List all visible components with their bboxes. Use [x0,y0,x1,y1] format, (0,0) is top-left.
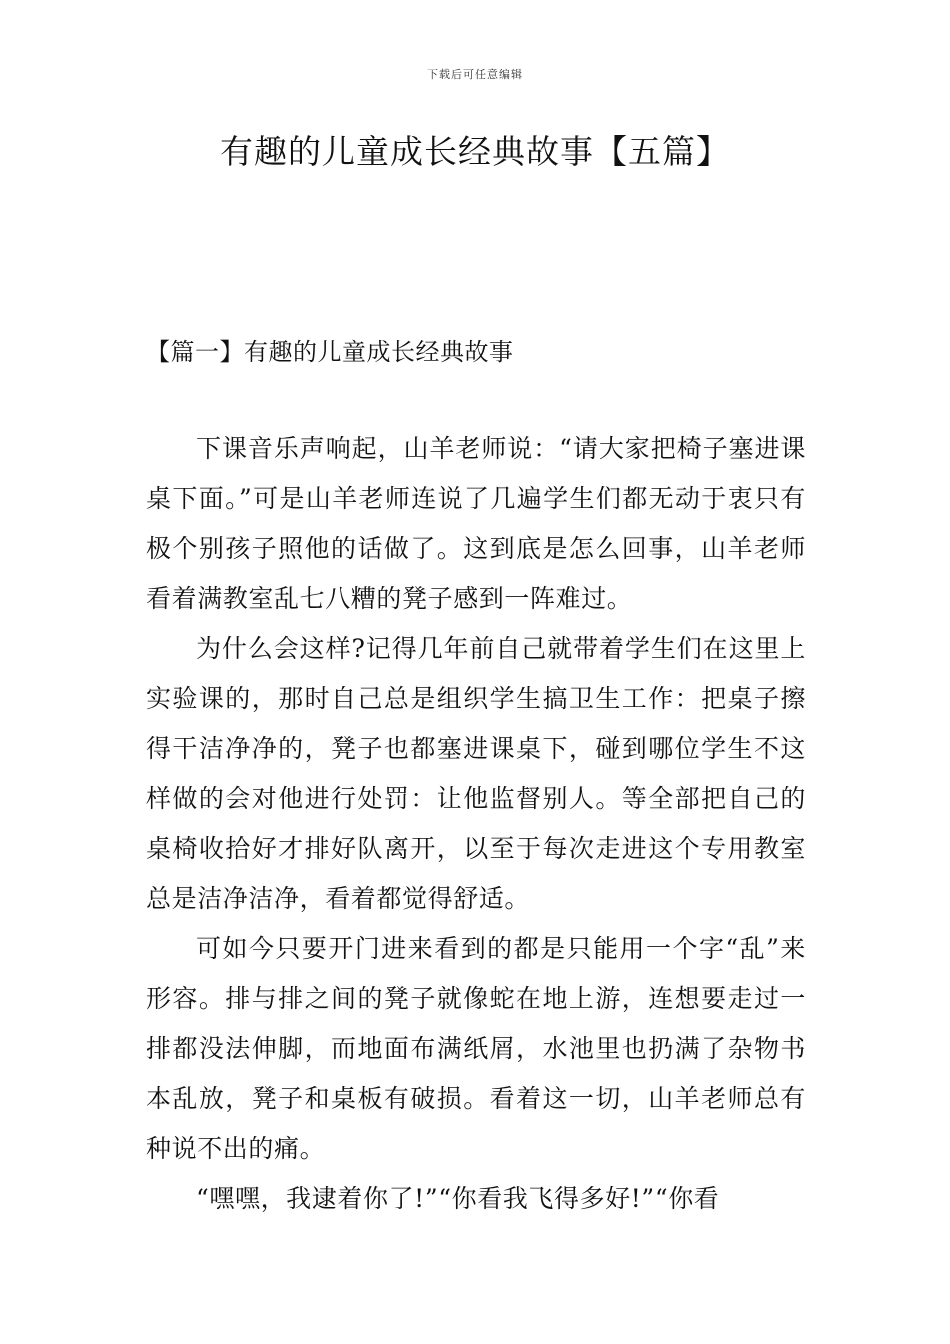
document-title: 有趣的儿童成长经典故事【五篇】 [220,132,730,171]
header-note: 下载后可任意编辑 [427,68,523,81]
paragraph: “嘿嘿，我逮着你了!”“你看我飞得多好!”“你看 [196,1184,720,1213]
paragraph: 为什么会这样?记得几年前自己就带着学生们在这里上实验课的，那时自己总是组织学生搞卫生工作：把桌子擦得干洁净净的，凳子也都塞进课桌下，碰到哪位学生不这样做的会对他进行处罚：让他监督别人。等全部把自己的桌椅收拾好才排好队离开，以至于每次走进这个专用教室总是洁净洁净，看着都觉得舒适。 [146,634,806,913]
paragraph: 下课音乐声响起，山羊老师说：“请大家把椅子塞进课桌下面。”可是山羊老师连说了几遍学生们都无动于衷只有极个别孩子照他的话做了。这到底是怎么回事，山羊老师看着满教室乱七八糟的凳子感到一阵难过。 [146,434,806,613]
body-text [146,424,806,1224]
section-heading: 【篇一】有趣的儿童成长经典故事 [146,338,514,366]
paragraph: 可如今只要开门进来看到的都是只能用一个字“乱”来形容。排与排之间的凳子就像蛇在地上游，连想要走过一排都没法伸脚，而地面布满纸屑，水池里也扔满了杂物书本乱放，凳子和桌板有破损。看着这一切，山羊老师总有种说不出的痛。 [146,934,806,1163]
